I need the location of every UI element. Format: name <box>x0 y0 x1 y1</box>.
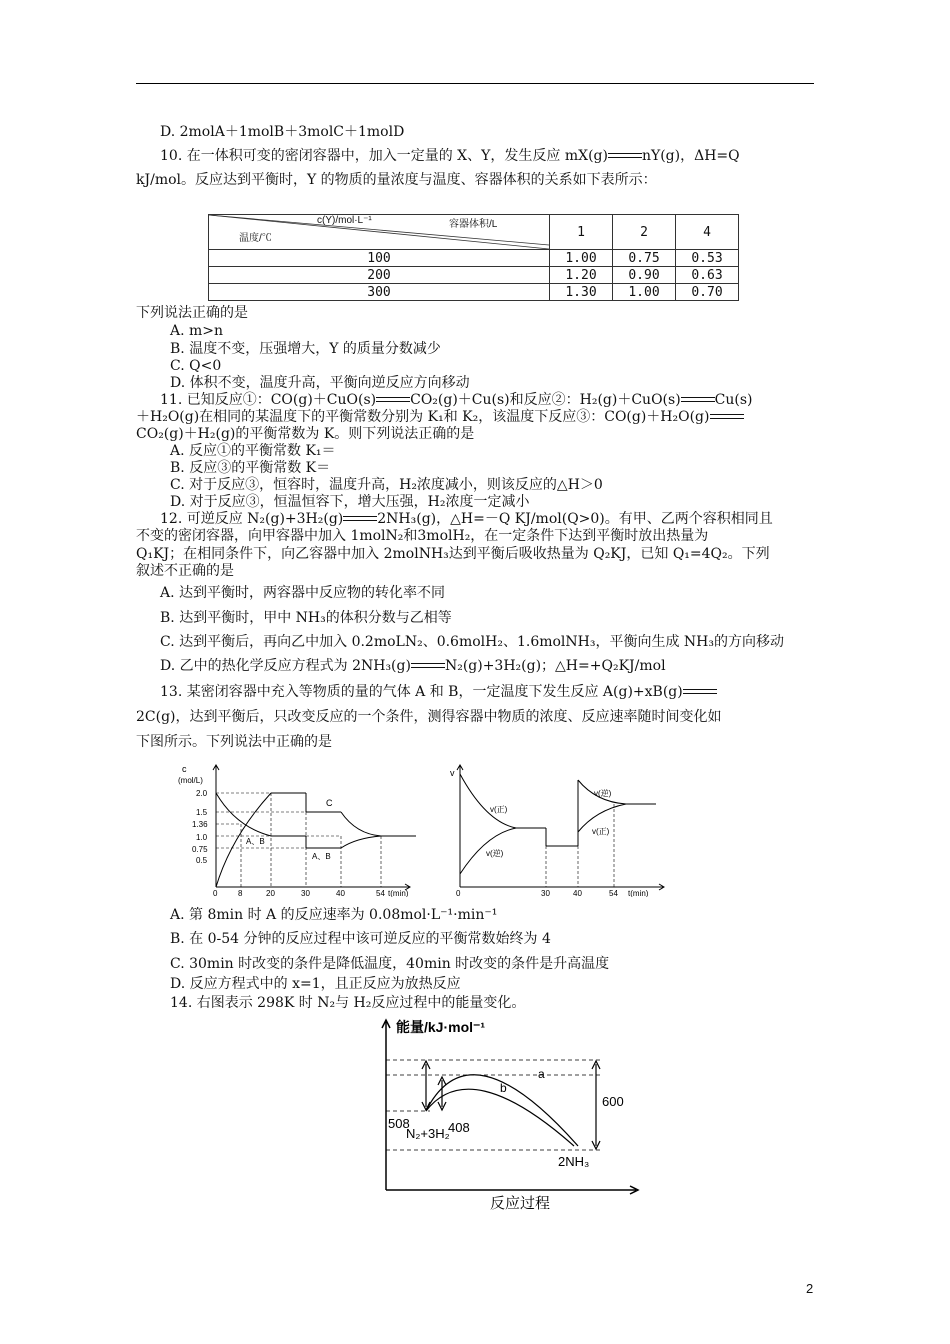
q12-option-a: A. 达到平衡时，两容器中反应物的转化率不同 <box>160 585 446 601</box>
svg-text:30: 30 <box>301 889 310 897</box>
q12-option-b: B. 达到平衡时，甲中 NH₃的体积分数与乙相等 <box>160 610 452 626</box>
ytick: 1.36 <box>192 820 208 829</box>
svg-text:v(正): v(正) <box>490 805 508 814</box>
q12-line4: 叙述不正确的是 <box>136 563 234 579</box>
table-row: 100 1.00 0.75 0.53 <box>209 250 739 267</box>
svg-text:b: b <box>500 1081 507 1095</box>
q12-option-c: C. 达到平衡后，再向乙中加入 0.2moLN₂、0.6molH₂、1.6molNH₃，平衡向生成 NH₃的方向移动 <box>160 634 784 650</box>
rate-time-graph <box>446 762 670 897</box>
ytick: 1.5 <box>196 808 208 817</box>
q13-option-a: A. 第 8min 时 A 的反应速率为 0.08mol·L⁻¹·min⁻¹ <box>170 907 498 923</box>
q13-option-b: B. 在 0-54 分钟的反应过程中该可逆反应的平衡常数始终为 4 <box>170 931 551 947</box>
q9-option-d: D. 2molA＋1molB＋3molC＋1molD <box>160 124 405 140</box>
q14-line: 14. 右图表示 298K 时 N₂与 H₂反应过程中的能量变化。 <box>170 995 526 1011</box>
svg-text:408: 408 <box>448 1120 470 1135</box>
svg-text:t(min): t(min) <box>388 889 409 897</box>
svg-text:8: 8 <box>238 889 243 897</box>
svg-text:t(min): t(min) <box>628 889 649 897</box>
svg-text:v: v <box>450 768 455 778</box>
svg-text:30: 30 <box>541 889 550 897</box>
ytick: 0.5 <box>196 856 208 865</box>
svg-text:508: 508 <box>388 1116 410 1131</box>
q13-line1: 13. 某密闭容器中充入等物质的量的气体 A 和 B，一定温度下发生反应 A(g)+xB(g) <box>160 683 717 701</box>
table-row: 200 1.20 0.90 0.63 <box>209 267 739 284</box>
table-header-diagonal <box>209 215 550 250</box>
q11-option-d: D. 对于反应③，恒温恒容下，增大压强，H₂浓度一定减小 <box>170 494 530 510</box>
svg-text:0: 0 <box>456 889 461 897</box>
svg-text:v(正): v(正) <box>592 827 610 836</box>
equilibrium-arrow-icon <box>683 687 717 697</box>
vol-4: 4 <box>676 215 739 250</box>
equilibrium-table <box>208 214 739 301</box>
svg-text:600: 600 <box>602 1094 624 1109</box>
ytick: 2.0 <box>196 789 208 798</box>
svg-text:54: 54 <box>376 889 385 897</box>
q11-line1: 11. 已知反应①：CO(g)＋CuO(s) CO₂(g)＋Cu(s)和反应②：H₂(g)＋CuO(s) Cu(s) <box>160 392 753 408</box>
header-conc: c(Y)/mol·L⁻¹ <box>317 215 372 226</box>
q11-option-c: C. 对于反应③，恒容时，温度升高，H₂浓度减小，则该反应的△H＞0 <box>170 477 603 493</box>
concentration-time-graph <box>176 762 416 897</box>
page-number: 2 <box>806 1281 814 1296</box>
equilibrium-arrow-icon <box>710 412 744 422</box>
ytick: 0.75 <box>192 845 208 854</box>
svg-text:N₂+3H₂: N₂+3H₂ <box>406 1126 450 1141</box>
q11-line2: ＋H₂O(g)在相同的某温度下的平衡常数分别为 K₁和 K₂，该温度下反应③：CO(g)＋H₂O(g) <box>136 408 744 426</box>
q12-option-d: D. 乙中的热化学反应方程式为 2NH₃(g) N₂(g)+3H₂(g)；△H=+Q₂KJ/mol <box>160 658 666 674</box>
svg-text:(mol/L): (mol/L) <box>178 776 203 785</box>
q11-line3: CO₂(g)＋H₂(g)的平衡常数为 K。则下列说法正确的是 <box>136 426 475 442</box>
q10-option-a: A. m>n <box>170 323 224 339</box>
q10-stem: 下列说法正确的是 <box>136 305 248 321</box>
q10-option-b: B. 温度不变，压强增大，Y 的质量分数减少 <box>170 341 441 357</box>
q11-option-a: A. 反应①的平衡常数 K₁＝ <box>170 443 336 459</box>
energy-diagram <box>370 1014 644 1214</box>
q10-line1: 10. 在一体积可变的密闭容器中，加入一定量的 X、Y，发生反应 mX(g) nY(g)，ΔH=Q <box>160 148 740 164</box>
equilibrium-arrow-icon <box>376 395 410 405</box>
svg-text:C: C <box>326 798 333 808</box>
header-vol: 容器体积/L <box>449 219 498 230</box>
svg-text:反应过程: 反应过程 <box>490 1195 551 1212</box>
svg-text:A、B: A、B <box>246 837 265 846</box>
vol-1: 1 <box>550 215 613 250</box>
equilibrium-arrow-icon <box>681 395 715 405</box>
equilibrium-arrow-icon <box>411 661 445 671</box>
vol-2: 2 <box>613 215 676 250</box>
q10-option-d: D. 体积不变，温度升高，平衡向逆反应方向移动 <box>170 375 470 391</box>
ytick: 1.0 <box>196 833 208 842</box>
q11-option-b: B. 反应③的平衡常数 K＝ <box>170 460 331 476</box>
q12-line2: 不变的密闭容器，向甲容器中加入 1molN₂和3molH₂，在一定条件下达到平衡时放出热量为 <box>136 528 709 544</box>
svg-text:54: 54 <box>609 889 618 897</box>
table-row: 300 1.30 1.00 0.70 <box>209 284 739 301</box>
q10-option-c: C. Q<0 <box>170 358 222 374</box>
header-rule <box>136 83 814 84</box>
svg-text:能量/kJ·mol⁻¹: 能量/kJ·mol⁻¹ <box>396 1019 486 1035</box>
svg-text:0: 0 <box>213 889 218 897</box>
svg-text:A、B: A、B <box>312 852 331 861</box>
svg-text:40: 40 <box>573 889 582 897</box>
svg-text:v(逆): v(逆) <box>594 789 612 798</box>
q12-line1: 12. 可逆反应 N₂(g)+3H₂(g) 2NH₃(g)，△H=－Q KJ/mol(Q>0)。有甲、乙两个容积相同且 <box>160 511 773 527</box>
q10-line2: kJ/mol。反应达到平衡时，Y 的物质的量浓度与温度、容器体积的关系如下表所示： <box>136 172 657 188</box>
header-temp: 温度/℃ <box>239 233 272 244</box>
equilibrium-arrow-icon <box>343 514 377 524</box>
equilibrium-arrow-icon <box>608 151 642 161</box>
svg-text:c: c <box>182 764 187 774</box>
q13-line3: 下图所示。下列说法中正确的是 <box>136 734 332 750</box>
q13-line2: 2C(g)，达到平衡后，只改变反应的一个条件，测得容器中物质的浓度、反应速率随时间变化如 <box>136 709 722 725</box>
svg-text:40: 40 <box>336 889 345 897</box>
q13-option-c: C. 30min 时改变的条件是降低温度，40min 时改变的条件是升高温度 <box>170 956 610 972</box>
q12-line3: Q₁KJ；在相同条件下，向乙容器中加入 2molNH₃达到平衡后吸收热量为 Q₂KJ，已知 Q₁=4Q₂。下列 <box>136 546 770 562</box>
svg-text:20: 20 <box>266 889 275 897</box>
svg-text:a: a <box>538 1067 545 1081</box>
q13-option-d: D. 反应方程式中的 x=1，且正反应为放热反应 <box>170 976 461 992</box>
svg-text:v(逆): v(逆) <box>486 849 504 858</box>
svg-text:2NH₃: 2NH₃ <box>558 1154 590 1169</box>
